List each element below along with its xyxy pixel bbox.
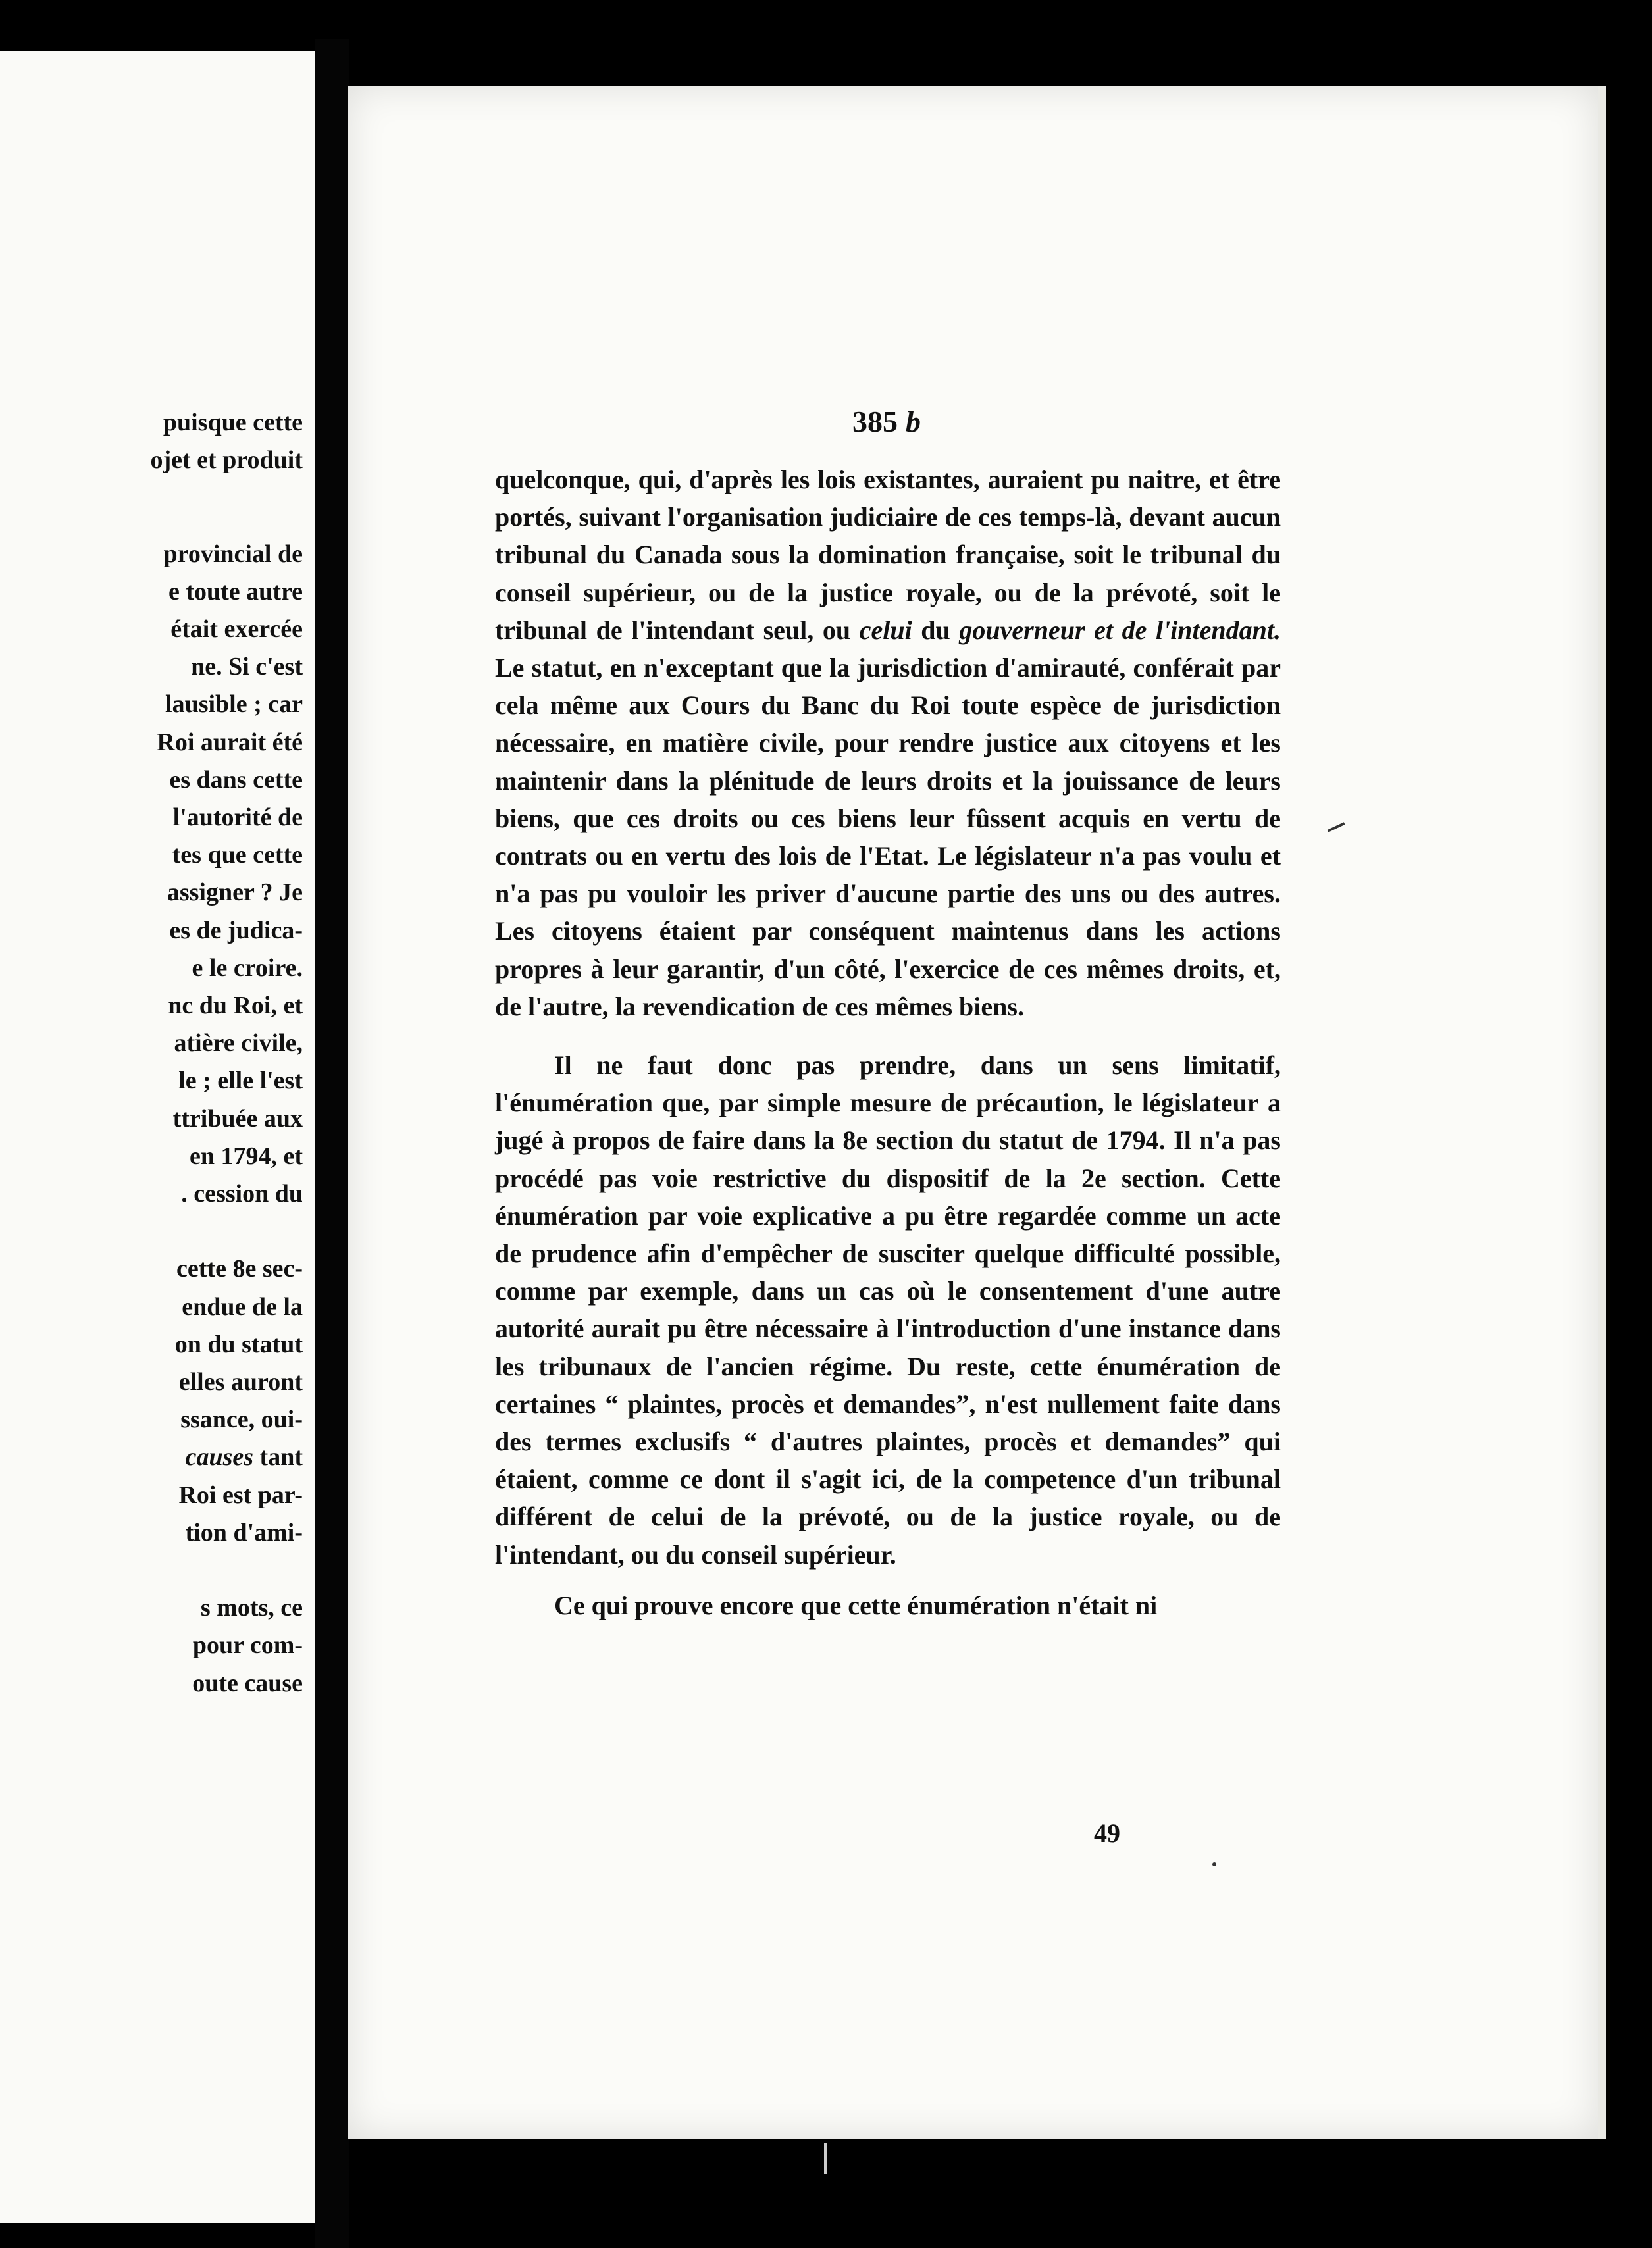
left-page-line: s mots, ce (200, 1594, 303, 1622)
left-page-line: ne. Si c'est (191, 653, 303, 681)
left-page-line: tes que cette (172, 841, 303, 869)
left-page-line: es dans cette (169, 765, 303, 794)
book-gutter (315, 39, 349, 2248)
paragraph-2: Il ne faut donc pas prendre, dans un sens limitatif, l'énumération que, par simple mesure de précaution, le législateur a jugé à propos de faire dans la 8e section du statut de 1794. Il n'a pas procédé pas voie restrictive du dispositif de la 2e section. Cette énumération par voie explicative a pu être regardée comme un acte de prudence afin d'empêcher de susciter quelque difficulté possible, comme par exemple, dans un cas où le consentement d'une autre autorité aurait pu être nécessaire à l'introduction d'une instance dans les tribunaux de l'ancien régime. Du reste, cette énumération de certaines “ plaintes, procès et demandes”, n'est nullement faite dans des termes exclusifs “ d'autres plaintes, procès et demandes” qui étaient, comme ce dont il s'agit ici, de la competence d'un tribunal différent de celui de la prévoté, ou de la justice royale, ou de l'intendant, ou du conseil supérieur. (495, 1050, 1281, 1570)
margin-dot-mark (1212, 1862, 1216, 1866)
left-page-line: le ; elle l'est (178, 1067, 303, 1095)
left-page-line: lausible ; car (165, 690, 303, 719)
left-page-line: oute cause (192, 1669, 303, 1697)
signature-mark: 49 (1094, 1818, 1120, 1848)
paragraph-1-continued: Le statut, en n'exceptant que la jurisdiction d'amirauté, conférait par cela même aux Cours du Banc du Roi toute espèce de jurisdiction nécessaire, en matière civile, pour rendre justice aux citoyens et les maintenir dans la plénitude de leurs droits et la jouissance de leurs biens, que ces droits ou ces biens leur fûssent acquis en vertu de contrats ou en vertu des lois de l'Etat. Le législateur n'a pas voulu et n'a pas pu vouloir les priver d'aucune partie des uns ou des autres. Les citoyens étaient par conséquent maintenus dans les actions propres à leur garantir, d'un côté, l'exercice de ces mêmes droits, et, de l'autre, la revendication de ces mêmes biens. (495, 653, 1281, 1021)
left-facing-page (0, 51, 315, 2223)
left-page-line: causes tant (185, 1443, 303, 1471)
left-page-line: assigner ? Je (167, 879, 303, 907)
left-page-line: était exercée (170, 615, 303, 643)
left-page-line: Roi est par- (178, 1481, 303, 1509)
paragraph-1-text: quelconque, qui, d'après les lois existantes, auraient pu naitre, et être portés, suivant l'organisation judiciaire de ces temps-là, devant aucun tribunal du Canada sous la domination française, soit le tribunal du conseil supérieur, ou de la justice royale, ou de la prévoté, soit le tribunal de l'intendant seul, ou (495, 465, 1281, 645)
paragraph-1 (495, 461, 1281, 1025)
body-text (495, 461, 1281, 1624)
page-number (852, 404, 921, 439)
bottom-edge-mark (824, 2143, 827, 2174)
page-number-suffix: b (906, 405, 921, 438)
left-page-line: ttribuée aux (172, 1104, 303, 1133)
left-page-line: l'autorité de (172, 804, 303, 831)
left-page-line: on du statut (174, 1330, 303, 1358)
left-page-line: e le croire. (192, 954, 303, 982)
left-page-line: endue de la (182, 1292, 303, 1321)
left-page-line: ojet et produit (150, 446, 303, 474)
left-page-line: puisque cette (163, 409, 303, 436)
paragraph-1-du: du (921, 615, 950, 645)
italic-gouverneur-intendant: gouverneur et de l'intendant. (959, 615, 1281, 645)
left-page-line: e toute autre (168, 577, 303, 605)
paragraph-3: Ce qui prouve encore que cette énumération n'était ni (554, 1590, 1158, 1620)
left-page-line: en 1794, et (189, 1142, 303, 1170)
left-page-line: Roi aurait été (157, 728, 303, 756)
left-page-line: atière civile, (174, 1029, 303, 1058)
italic-celui: celui (859, 615, 912, 645)
left-page-line: provincial de (163, 540, 303, 568)
page-number-value: 385 (852, 405, 898, 438)
left-page-line: es de judica- (169, 916, 303, 944)
left-page-line: pour com- (192, 1631, 303, 1660)
left-page-line: nc du Roi, et (168, 992, 303, 1019)
left-page-line: ssance, oui- (180, 1406, 303, 1434)
left-page-line: . cession du (181, 1180, 303, 1208)
left-page-line: elles auront (178, 1368, 303, 1396)
left-page-line: cette 8e sec- (176, 1255, 303, 1283)
left-page-line: tion d'ami- (185, 1518, 303, 1546)
